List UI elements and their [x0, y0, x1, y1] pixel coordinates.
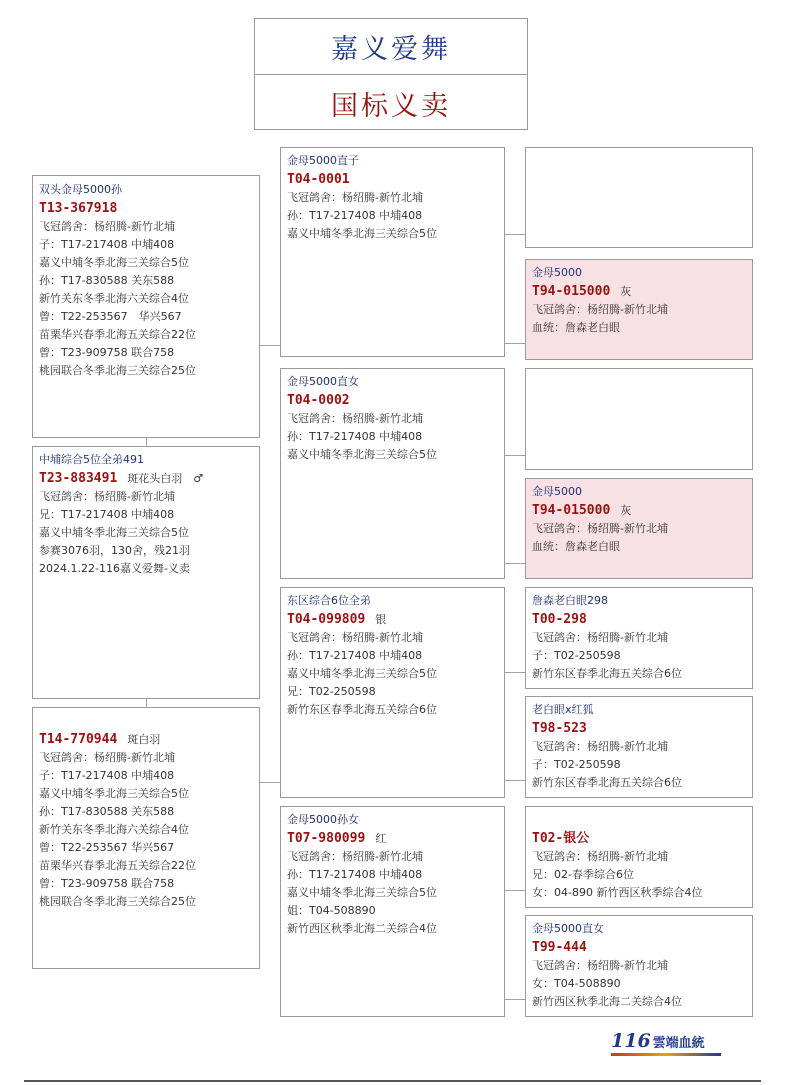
sire-sire-line: 孙：T17-217408 中埔408 [287, 209, 423, 222]
dam-dam-line: 嘉义中埔冬季北海三关综合5位 [287, 886, 437, 899]
connector-line [259, 345, 280, 346]
ds-sire-label: 詹森老白眼298 [532, 594, 608, 607]
subject-line: 参赛3076羽，130舍，残21羽 [39, 544, 190, 557]
logo-number: 116 [611, 1030, 651, 1052]
connector-line [504, 780, 525, 781]
sd-dam-line: 血统：詹森老白眼 [532, 540, 620, 553]
connector-line [504, 672, 525, 673]
subject-label: 中埔综合5位全弟491 [39, 453, 144, 466]
ss-dam-line: 飞冠鸽舍：杨绍腾-新竹北埔 [532, 303, 668, 316]
connector-line [504, 563, 525, 564]
subject-line: 兄：T17-217408 中埔408 [39, 508, 175, 521]
dd-dam-line: 女：T04-508890 [532, 977, 621, 990]
cloud-pedigree-logo [611, 1030, 729, 1060]
dam-sire-ring-number: T04-099809 [287, 612, 366, 627]
dam-sire-line: 飞冠鸽舍：杨绍腾-新竹北埔 [287, 631, 423, 644]
dam-line: 子：T17-217408 中埔408 [39, 769, 175, 782]
dam-sire-color: 银 [375, 613, 387, 626]
ds-dam-card [525, 696, 753, 798]
sire-line: 嘉义中埔冬季北海三关综合5位 [39, 256, 189, 269]
connector-line [504, 999, 525, 1000]
sire-dam-line: 嘉义中埔冬季北海三关综合5位 [287, 448, 437, 461]
sire-ring-number: T13-367918 [39, 201, 118, 216]
dam-line: 苗栗华兴春季北海五关综合22位 [39, 859, 196, 872]
logo-underline [611, 1053, 721, 1056]
sire-line: 曾：T22-253567 华兴567 [39, 310, 182, 323]
dam-ring [39, 730, 253, 749]
dam-sire-line: 新竹东区春季北海五关综合6位 [287, 703, 437, 716]
subject-color-sex: 斑花头白羽 ♂ [127, 472, 204, 485]
dam-sire-label: 东区综合6位全弟 [287, 594, 371, 607]
dam-sire-line: 孙：T17-217408 中埔408 [287, 649, 423, 662]
ds-sire-line: 新竹东区春季北海五关综合6位 [532, 667, 682, 680]
dam-dam-line: 新竹西区秋季北海二关综合4位 [287, 922, 437, 935]
sire-sire-ring-number: T04-0001 [287, 172, 350, 187]
dam-dam-line: 孙：T17-217408 中埔408 [287, 868, 423, 881]
dam-line: 曾：T22-253567 华兴567 [39, 841, 175, 854]
sd-dam-line: 飞冠鸽舍：杨绍腾-新竹北埔 [532, 522, 668, 535]
dd-sire-ring-number: T02-银公 [532, 831, 590, 846]
dam-sire-card [280, 587, 505, 798]
dam-card [32, 707, 260, 969]
dam-line: 新竹关东冬季北海六关综合4位 [39, 823, 189, 836]
ss-dam-card [525, 259, 753, 360]
loft-title: 嘉义爱舞 [255, 19, 527, 75]
dam-line: 孙：T17-830588 关东588 [39, 805, 175, 818]
dam-sire-line: 嘉义中埔冬季北海三关综合5位 [287, 667, 437, 680]
dd-dam-card [525, 915, 753, 1017]
sd-dam-ring-number: T94-015000 [532, 503, 611, 518]
connector-line [259, 782, 280, 783]
connector-line [504, 234, 525, 235]
dam-dam-line: 姐：T04-508890 [287, 904, 376, 917]
sire-line: 桃园联合冬季北海三关综合25位 [39, 364, 196, 377]
ds-dam-label: 老白眼x红狐 [532, 703, 594, 716]
ds-sire-ring-number: T00-298 [532, 612, 587, 627]
ds-sire-line: 飞冠鸽舍：杨绍腾-新竹北埔 [532, 631, 668, 644]
dam-color: 斑白羽 [127, 733, 161, 746]
sire-line: 子：T17-217408 中埔408 [39, 238, 175, 251]
sire-dam-ring-number: T04-0002 [287, 393, 350, 408]
sire-dam-line: 孙：T17-217408 中埔408 [287, 430, 423, 443]
ds-dam-line: 子：T02-250598 [532, 758, 621, 771]
dam-dam-line: 飞冠鸽舍：杨绍腾-新竹北埔 [287, 850, 423, 863]
sire-card [32, 175, 260, 438]
ds-dam-ring-number: T98-523 [532, 721, 587, 736]
ss-dam-ring-number: T94-015000 [532, 284, 611, 299]
dam-dam-ring-number: T07-980099 [287, 831, 366, 846]
sire-label: 双头金母5000孙 [39, 183, 122, 196]
connector-line [504, 455, 525, 456]
sire-dam-label: 金母5000直女 [287, 375, 359, 388]
sire-ring [39, 199, 253, 218]
dam-line: 飞冠鸽舍：杨绍腾-新竹北埔 [39, 751, 175, 764]
sire-line: 孙：T17-830588 关东588 [39, 274, 175, 287]
subject-ring-number: T23-883491 [39, 471, 118, 486]
sd-dam-label: 金母5000 [532, 485, 582, 498]
dd-sire-line: 女：04-890 新竹西区秋季综合4位 [532, 886, 703, 899]
sd-dam-color: 灰 [620, 504, 632, 517]
sire-line: 新竹关东冬季北海六关综合4位 [39, 292, 189, 305]
sd-dam-card [525, 478, 753, 579]
dd-dam-line: 飞冠鸽舍：杨绍腾-新竹北埔 [532, 959, 668, 972]
dd-sire-card [525, 806, 753, 908]
sd-sire-card [525, 368, 753, 470]
dam-ring-number: T14-770944 [39, 732, 118, 747]
sire-line: 曾：T23-909758 联合758 [39, 346, 175, 359]
dam-sire-line: 兄：T02-250598 [287, 685, 376, 698]
title-box [254, 18, 528, 130]
subject-ring [39, 469, 253, 488]
sire-sire-card [280, 147, 505, 357]
dam-dam-color: 红 [375, 832, 387, 845]
dd-dam-label: 金母5000直女 [532, 922, 604, 935]
dd-sire-line: 兄：02-春季综合6位 [532, 868, 634, 881]
sire-line: 飞冠鸽舍：杨绍腾-新竹北埔 [39, 220, 175, 233]
ss-dam-color: 灰 [620, 285, 632, 298]
connector-line [146, 437, 147, 446]
dd-sire-line: 飞冠鸽舍：杨绍腾-新竹北埔 [532, 850, 668, 863]
sire-sire-line: 嘉义中埔冬季北海三关综合5位 [287, 227, 437, 240]
logo-text: 雲端血統 [652, 1036, 705, 1051]
ds-dam-line: 飞冠鸽舍：杨绍腾-新竹北埔 [532, 740, 668, 753]
bottom-rule [24, 1080, 761, 1082]
sire-line: 苗栗华兴春季北海五关综合22位 [39, 328, 196, 341]
subject-line: 2024.1.22-116嘉义爱舞-义卖 [39, 562, 190, 575]
connector-line [146, 698, 147, 707]
ds-sire-line: 子：T02-250598 [532, 649, 621, 662]
sire-sire-label: 金母5000直子 [287, 154, 359, 167]
sire-dam-card [280, 368, 505, 579]
dam-dam-label: 金母5000孙女 [287, 813, 359, 826]
ss-dam-label: 金母5000 [532, 266, 582, 279]
ss-sire-card [525, 147, 753, 248]
ss-dam-line: 血统：詹森老白眼 [532, 321, 620, 334]
dd-dam-line: 新竹西区秋季北海二关综合4位 [532, 995, 682, 1008]
subject-card [32, 446, 260, 699]
subject-line: 飞冠鸽舍：杨绍腾-新竹北埔 [39, 490, 175, 503]
connector-line [504, 343, 525, 344]
subject-line: 嘉义中埔冬季北海三关综合5位 [39, 526, 189, 539]
connector-line [504, 890, 525, 891]
ds-dam-line: 新竹东区春季北海五关综合6位 [532, 776, 682, 789]
sire-sire-line: 飞冠鸽舍：杨绍腾-新竹北埔 [287, 191, 423, 204]
dam-line: 嘉义中埔冬季北海三关综合5位 [39, 787, 189, 800]
event-title: 国标义卖 [331, 90, 451, 122]
dd-dam-ring-number: T99-444 [532, 940, 587, 955]
ds-sire-card [525, 587, 753, 689]
sire-dam-line: 飞冠鸽舍：杨绍腾-新竹北埔 [287, 412, 423, 425]
dam-line: 曾：T23-909758 联合758 [39, 877, 175, 890]
dam-line: 桃园联合冬季北海三关综合25位 [39, 895, 196, 908]
dam-dam-card [280, 806, 505, 1017]
